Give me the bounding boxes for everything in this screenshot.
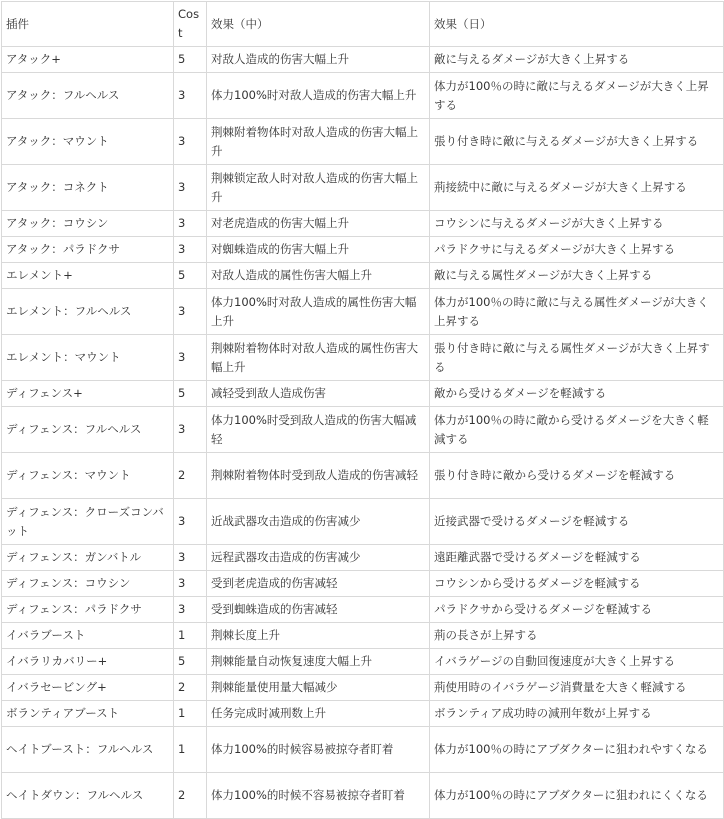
plugin-name-cell: イバラリカバリー+ (2, 649, 174, 675)
effect-ja-cell: パラドクサから受けるダメージを軽減する (430, 597, 724, 623)
table-row (2, 165, 724, 211)
effect-ja-cell: 体力が100％の時に敵から受けるダメージを大きく軽減する (430, 407, 724, 453)
effect-ja-cell: 張り付き時に敵に与えるダメージが大きく上昇する (430, 119, 724, 165)
effect-zh-cell: 体力100%时受到敌人造成的伤害大幅减轻 (207, 407, 430, 453)
table-row (2, 701, 724, 727)
table-row (2, 289, 724, 335)
effect-ja-cell: 近接武器で受けるダメージを軽減する (430, 499, 724, 545)
effect-ja-cell: 敵に与えるダメージが大きく上昇する (430, 47, 724, 73)
effect-zh-cell: 对蜘蛛造成的伤害大幅上升 (207, 237, 430, 263)
header-plugin: 插件 (2, 2, 174, 47)
table-row (2, 335, 724, 381)
table-row (2, 263, 724, 289)
cost-cell: 5 (174, 47, 207, 73)
table-row (2, 571, 724, 597)
cost-cell: 3 (174, 237, 207, 263)
effect-zh-cell: 受到老虎造成的伤害减轻 (207, 571, 430, 597)
cost-cell: 3 (174, 407, 207, 453)
effect-zh-cell: 荆棘能量自动恢复速度大幅上升 (207, 649, 430, 675)
cost-cell: 3 (174, 597, 207, 623)
effect-zh-cell: 荆棘能量使用量大幅减少 (207, 675, 430, 701)
plugin-name-cell: エレメント+ (2, 263, 174, 289)
effect-zh-cell: 减轻受到敌人造成伤害 (207, 381, 430, 407)
effect-zh-cell: 荆棘长度上升 (207, 623, 430, 649)
effect-zh-cell: 体力100%的时候容易被掠夺者盯着 (207, 727, 430, 773)
cost-cell: 2 (174, 773, 207, 819)
plugin-name-cell: ボランティアブースト (2, 701, 174, 727)
effect-zh-cell: 荆棘锁定敌人时对敌人造成的伤害大幅上升 (207, 165, 430, 211)
header-row (2, 2, 724, 47)
effect-ja-cell: 敵に与える属性ダメージが大きく上昇する (430, 263, 724, 289)
plugin-name-cell: イバラセービング+ (2, 675, 174, 701)
cost-cell: 5 (174, 263, 207, 289)
effect-ja-cell: コウシンに与えるダメージが大きく上昇する (430, 211, 724, 237)
plugin-name-cell: アタック：マウント (2, 119, 174, 165)
table-row (2, 649, 724, 675)
plugin-name-cell: アタック+ (2, 47, 174, 73)
effect-ja-cell: 遠距離武器で受けるダメージを軽減する (430, 545, 724, 571)
plugin-name-cell: ヘイトダウン：フルヘルス (2, 773, 174, 819)
effect-zh-cell: 受到蜘蛛造成的伤害减轻 (207, 597, 430, 623)
plugin-name-cell: ディフェンス：クローズコンバット (2, 499, 174, 545)
table-row (2, 773, 724, 819)
effect-ja-cell: 体力が100％の時に敵に与える属性ダメージが大きく上昇する (430, 289, 724, 335)
effect-ja-cell: 張り付き時に敵から受けるダメージを軽減する (430, 453, 724, 499)
cost-cell: 1 (174, 701, 207, 727)
plugin-name-cell: ディフェンス：パラドクサ (2, 597, 174, 623)
cost-cell: 1 (174, 727, 207, 773)
effect-zh-cell: 体力100%的时候不容易被掠夺者盯着 (207, 773, 430, 819)
cost-cell: 3 (174, 499, 207, 545)
plugin-name-cell: アタック：コネクト (2, 165, 174, 211)
plugin-name-cell: ディフェンス：ガンバトル (2, 545, 174, 571)
plugin-name-cell: ディフェンス+ (2, 381, 174, 407)
table-row (2, 47, 724, 73)
cost-cell: 3 (174, 335, 207, 381)
plugin-name-cell: アタック：コウシン (2, 211, 174, 237)
plugin-name-cell: ディフェンス：マウント (2, 453, 174, 499)
effect-ja-cell: コウシンから受けるダメージを軽減する (430, 571, 724, 597)
effect-ja-cell: 敵から受けるダメージを軽減する (430, 381, 724, 407)
table-row (2, 237, 724, 263)
table-row (2, 381, 724, 407)
table-row (2, 727, 724, 773)
effect-zh-cell: 体力100%时对敌人造成的伤害大幅上升 (207, 73, 430, 119)
effect-zh-cell: 对敌人造成的属性伤害大幅上升 (207, 263, 430, 289)
effect-ja-cell: パラドクサに与えるダメージが大きく上昇する (430, 237, 724, 263)
effect-ja-cell: 体力が100％の時にアブダクターに狙われにくくなる (430, 773, 724, 819)
cost-cell: 2 (174, 675, 207, 701)
effect-zh-cell: 荆棘附着物体时对敌人造成的属性伤害大幅上升 (207, 335, 430, 381)
plugin-name-cell: エレメント：フルヘルス (2, 289, 174, 335)
table-row (2, 407, 724, 453)
table-row (2, 623, 724, 649)
plugin-name-cell: アタック：フルヘルス (2, 73, 174, 119)
effect-ja-cell: 荊接続中に敵に与えるダメージが大きく上昇する (430, 165, 724, 211)
table-row (2, 499, 724, 545)
plugin-table (1, 1, 724, 819)
cost-cell: 3 (174, 545, 207, 571)
effect-ja-cell: 荊使用時のイバラゲージ消費量を大きく軽減する (430, 675, 724, 701)
cost-cell: 5 (174, 381, 207, 407)
table-row (2, 453, 724, 499)
table-row (2, 211, 724, 237)
plugin-name-cell: イバラブースト (2, 623, 174, 649)
effect-zh-cell: 近战武器攻击造成的伤害减少 (207, 499, 430, 545)
table-row (2, 73, 724, 119)
table-row (2, 597, 724, 623)
effect-ja-cell: 体力が100％の時に敵に与えるダメージが大きく上昇する (430, 73, 724, 119)
plugin-name-cell: ディフェンス：コウシン (2, 571, 174, 597)
table-row (2, 119, 724, 165)
cost-cell: 1 (174, 623, 207, 649)
plugin-name-cell: ディフェンス：フルヘルス (2, 407, 174, 453)
plugin-name-cell: エレメント：マウント (2, 335, 174, 381)
effect-ja-cell: イバラゲージの自動回復速度が大きく上昇する (430, 649, 724, 675)
effect-zh-cell: 对老虎造成的伤害大幅上升 (207, 211, 430, 237)
cost-cell: 3 (174, 289, 207, 335)
effect-zh-cell: 荆棘附着物体时对敌人造成的伤害大幅上升 (207, 119, 430, 165)
plugin-name-cell: アタック：パラドクサ (2, 237, 174, 263)
table-row (2, 545, 724, 571)
effect-ja-cell: 荊の長さが上昇する (430, 623, 724, 649)
header-effect-zh: 效果（中） (207, 2, 430, 47)
effect-ja-cell: 張り付き時に敵に与える属性ダメージが大きく上昇する (430, 335, 724, 381)
effect-zh-cell: 荆棘附着物体时受到敌人造成的伤害减轻 (207, 453, 430, 499)
cost-cell: 3 (174, 165, 207, 211)
plugin-name-cell: ヘイトブースト：フルヘルス (2, 727, 174, 773)
header-effect-ja: 效果（日） (430, 2, 724, 47)
effect-zh-cell: 远程武器攻击造成的伤害减少 (207, 545, 430, 571)
cost-cell: 3 (174, 571, 207, 597)
effect-zh-cell: 任务完成时减刑数上升 (207, 701, 430, 727)
effect-ja-cell: 体力が100％の時にアブダクターに狙われやすくなる (430, 727, 724, 773)
header-cost: Cost (174, 2, 207, 47)
cost-cell: 3 (174, 119, 207, 165)
cost-cell: 3 (174, 211, 207, 237)
table-row (2, 675, 724, 701)
cost-cell: 5 (174, 649, 207, 675)
cost-cell: 3 (174, 73, 207, 119)
effect-zh-cell: 体力100%时对敌人造成的属性伤害大幅上升 (207, 289, 430, 335)
cost-cell: 2 (174, 453, 207, 499)
effect-ja-cell: ボランティア成功時の減刑年数が上昇する (430, 701, 724, 727)
effect-zh-cell: 对敌人造成的伤害大幅上升 (207, 47, 430, 73)
